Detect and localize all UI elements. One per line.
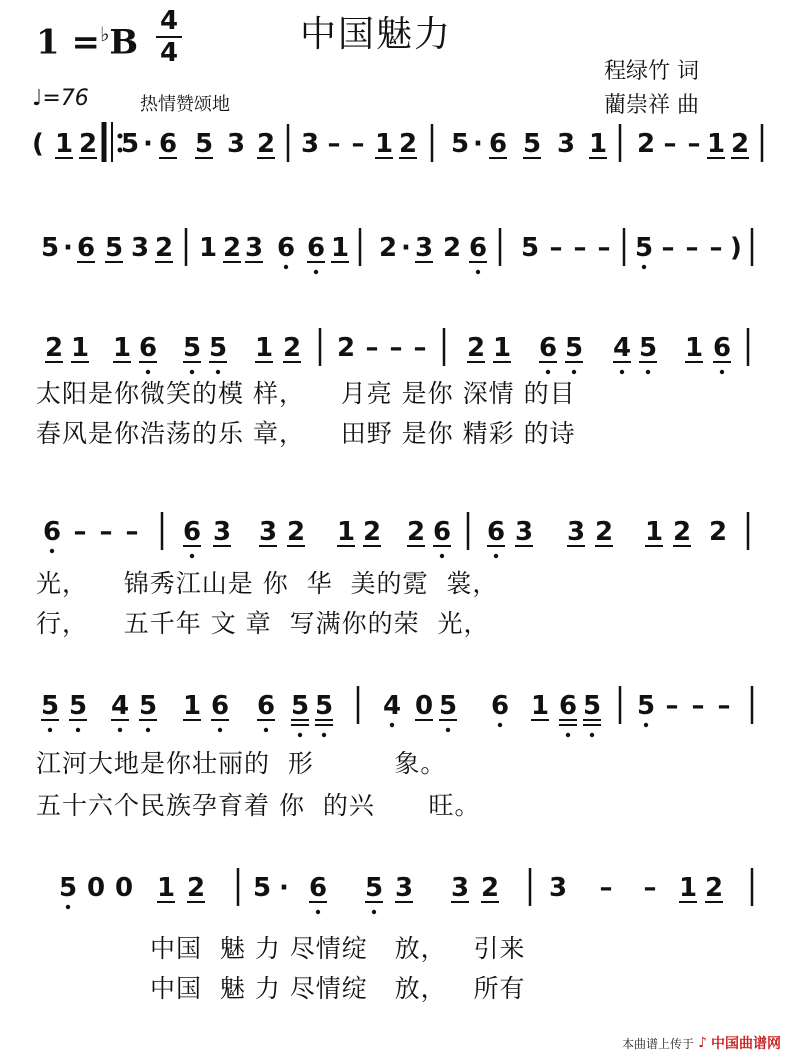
note-glyph: 6	[158, 129, 178, 159]
low-octave-dot	[50, 549, 54, 553]
note-glyph: 0	[414, 691, 434, 721]
footer	[622, 1033, 781, 1053]
note-glyph: 6	[42, 517, 62, 547]
low-octave-dot	[646, 370, 650, 374]
note-glyph: 6	[488, 129, 508, 159]
note-glyph: 1	[706, 129, 726, 159]
note-glyph: 3	[212, 517, 232, 547]
note-glyph: 5	[138, 691, 158, 721]
note-glyph: 6	[76, 233, 96, 263]
note-glyph: 4	[110, 691, 130, 721]
tempo-marking: ♩=76	[32, 86, 89, 111]
low-octave-dot	[284, 265, 288, 269]
note-glyph: 6	[538, 333, 558, 363]
note-glyph: 1	[198, 233, 218, 263]
note-glyph: ·	[143, 129, 153, 159]
note-glyph: 6	[558, 691, 578, 721]
note-glyph: 1	[182, 691, 202, 721]
note-glyph: –	[413, 333, 427, 363]
low-octave-dot	[322, 733, 326, 737]
low-octave-dot	[118, 728, 122, 732]
note-glyph: 4	[382, 691, 402, 721]
note-glyph: 2	[480, 873, 500, 903]
note-glyph: 3	[556, 129, 576, 159]
note-glyph: 1	[336, 517, 356, 547]
note-glyph: –	[597, 233, 611, 263]
low-octave-dot	[66, 905, 70, 909]
note-glyph: –	[549, 233, 563, 263]
low-octave-dot	[314, 270, 318, 274]
site-logo: ♪	[698, 1035, 707, 1051]
low-octave-dot	[190, 554, 194, 558]
note-glyph: 5	[314, 691, 334, 721]
note-glyph: 5	[208, 333, 228, 363]
low-octave-dot	[372, 910, 376, 914]
note-glyph: 2	[78, 129, 98, 159]
lyricist-credit: 程绿竹 词	[604, 59, 699, 84]
note-glyph: 2	[282, 333, 302, 363]
note-glyph: 6	[308, 873, 328, 903]
note-glyph: ·	[63, 233, 73, 263]
note-glyph: 3	[226, 129, 246, 159]
low-octave-dot	[590, 733, 594, 737]
note-glyph: 2	[442, 233, 462, 263]
note-glyph: 6	[712, 333, 732, 363]
note-glyph: 2	[186, 873, 206, 903]
note-glyph: 5	[58, 873, 78, 903]
note-glyph: –	[389, 333, 403, 363]
note-glyph: 2	[286, 517, 306, 547]
note-glyph: 3	[414, 233, 434, 263]
note-glyph: –	[687, 129, 701, 159]
lyric-line: 五十六个民族孕育着 你 的兴 旺。	[36, 791, 481, 820]
note-glyph: –	[709, 233, 723, 263]
low-octave-dot	[642, 265, 646, 269]
note-glyph: 3	[450, 873, 470, 903]
note-glyph: 2	[398, 129, 418, 159]
key-note: B	[109, 22, 139, 63]
note-glyph: 2	[636, 129, 656, 159]
note-glyph: –	[643, 873, 657, 903]
low-octave-dot	[316, 910, 320, 914]
note-glyph: –	[717, 691, 731, 721]
note-glyph: 1	[492, 333, 512, 363]
low-octave-dot	[720, 370, 724, 374]
note-glyph: 6	[138, 333, 158, 363]
note-glyph: 5	[364, 873, 384, 903]
note-glyph: –	[351, 129, 365, 159]
low-octave-dot	[146, 728, 150, 732]
low-octave-dot	[218, 728, 222, 732]
note-glyph: 2	[154, 233, 174, 263]
note-glyph: 1	[374, 129, 394, 159]
note-glyph: 1	[644, 517, 664, 547]
note-glyph: 6	[256, 691, 276, 721]
note-glyph: 5	[636, 691, 656, 721]
low-octave-dot	[644, 723, 648, 727]
note-glyph: 3	[566, 517, 586, 547]
note-glyph: 0	[114, 873, 134, 903]
note-glyph: 4	[612, 333, 632, 363]
note-glyph: 2	[594, 517, 614, 547]
note-glyph: 5	[40, 691, 60, 721]
note-glyph: 2	[362, 517, 382, 547]
note-glyph: 1	[70, 333, 90, 363]
note-glyph: 1	[678, 873, 698, 903]
note-glyph: 3	[300, 129, 320, 159]
note-glyph: –	[73, 517, 87, 547]
note-glyph: )	[730, 233, 742, 263]
meter-top: 4	[159, 6, 179, 36]
note-glyph: 5	[582, 691, 602, 721]
note-glyph: (	[32, 129, 44, 159]
note-glyph: 1	[530, 691, 550, 721]
note-glyph: 5	[182, 333, 202, 363]
note-glyph: –	[573, 233, 587, 263]
note-glyph: ·	[473, 129, 483, 159]
note-glyph: 6	[210, 691, 230, 721]
note-glyph: 5	[634, 233, 654, 263]
note-glyph: –	[327, 129, 341, 159]
note-glyph: 5	[450, 129, 470, 159]
note-glyph: 6	[486, 517, 506, 547]
note-glyph: 5	[40, 233, 60, 263]
note-glyph: 1	[254, 333, 274, 363]
note-glyph: 6	[432, 517, 452, 547]
note-glyph: 5	[564, 333, 584, 363]
note-glyph: 1	[588, 129, 608, 159]
note-glyph: ·	[401, 233, 411, 263]
note-glyph: 0	[86, 873, 106, 903]
note-glyph: 5	[290, 691, 310, 721]
low-octave-dot	[264, 728, 268, 732]
expression-marking: 热情赞颂地	[140, 94, 230, 115]
lyric-line: 中国 魅 力 尽情绽 放， 所有	[150, 974, 526, 1003]
note-glyph: 3	[394, 873, 414, 903]
note-glyph: 5	[194, 129, 214, 159]
song-title: 中国魅力	[300, 14, 453, 55]
low-octave-dot	[566, 733, 570, 737]
note-glyph: 3	[244, 233, 264, 263]
lyric-line: 光， 锦秀江山是 你 华 美的霓 裳，	[36, 569, 499, 598]
note-glyph: 2	[466, 333, 486, 363]
note-glyph: 5	[120, 129, 140, 159]
low-octave-dot	[390, 723, 394, 727]
note-glyph: 6	[306, 233, 326, 263]
note-glyph: 3	[514, 517, 534, 547]
note-glyph: 5	[252, 873, 272, 903]
low-octave-dot	[620, 370, 624, 374]
note-glyph: 1	[330, 233, 350, 263]
note-glyph: 2	[730, 129, 750, 159]
note-glyph: 2	[406, 517, 426, 547]
note-glyph: –	[599, 873, 613, 903]
low-octave-dot	[76, 728, 80, 732]
note-glyph: –	[691, 691, 705, 721]
footer-text: 本曲谱上传于	[622, 1036, 695, 1051]
low-octave-dot	[476, 270, 480, 274]
lyric-line: 行， 五千年 文 章 写满你的荣 光，	[36, 609, 490, 638]
note-glyph: 5	[638, 333, 658, 363]
flat-sign: ♭	[99, 22, 110, 46]
note-glyph: 2	[222, 233, 242, 263]
note-glyph: 6	[276, 233, 296, 263]
note-glyph: 3	[548, 873, 568, 903]
low-octave-dot	[498, 723, 502, 727]
low-octave-dot	[48, 728, 52, 732]
note-glyph: 2	[704, 873, 724, 903]
low-octave-dot	[446, 728, 450, 732]
meter-bottom: 4	[159, 38, 179, 68]
note-glyph: –	[125, 517, 139, 547]
lyric-line: 中国 魅 力 尽情绽 放， 引来	[150, 934, 526, 963]
note-glyph: 3	[130, 233, 150, 263]
note-glyph: 1	[156, 873, 176, 903]
note-glyph: 5	[68, 691, 88, 721]
note-glyph: –	[665, 691, 679, 721]
note-glyph: –	[663, 129, 677, 159]
note-glyph: 2	[44, 333, 64, 363]
note-glyph: 6	[490, 691, 510, 721]
composer-credit: 藺崇祥 曲	[604, 93, 699, 118]
note-glyph: –	[661, 233, 675, 263]
note-glyph: 5	[438, 691, 458, 721]
key-label: 1 =	[36, 22, 100, 63]
lyric-line: 太阳是你微笑的模 样， 月亮 是你 深情 的目	[36, 379, 576, 408]
note-glyph: 3	[258, 517, 278, 547]
lyric-line: 江河大地是你壮丽的 形 象。	[36, 749, 447, 778]
note-glyph: 2	[708, 517, 728, 547]
note-glyph: 1	[112, 333, 132, 363]
note-glyph: –	[685, 233, 699, 263]
low-octave-dot	[298, 733, 302, 737]
note-glyph: –	[99, 517, 113, 547]
note-glyph: 1	[54, 129, 74, 159]
note-glyph: 5	[522, 129, 542, 159]
low-octave-dot	[440, 554, 444, 558]
note-glyph: 6	[468, 233, 488, 263]
note-glyph: –	[365, 333, 379, 363]
site-name: 中国曲谱网	[711, 1036, 781, 1052]
lyric-line: 春风是你浩荡的乐 章， 田野 是你 精彩 的诗	[36, 419, 576, 448]
low-octave-dot	[494, 554, 498, 558]
note-glyph: 6	[182, 517, 202, 547]
note-glyph: 5	[104, 233, 124, 263]
note-glyph: 2	[256, 129, 276, 159]
note-glyph: 2	[378, 233, 398, 263]
note-glyph: 2	[336, 333, 356, 363]
note-glyph: ·	[279, 873, 289, 903]
note-glyph: 2	[672, 517, 692, 547]
note-glyph: 5	[520, 233, 540, 263]
note-glyph: 1	[684, 333, 704, 363]
